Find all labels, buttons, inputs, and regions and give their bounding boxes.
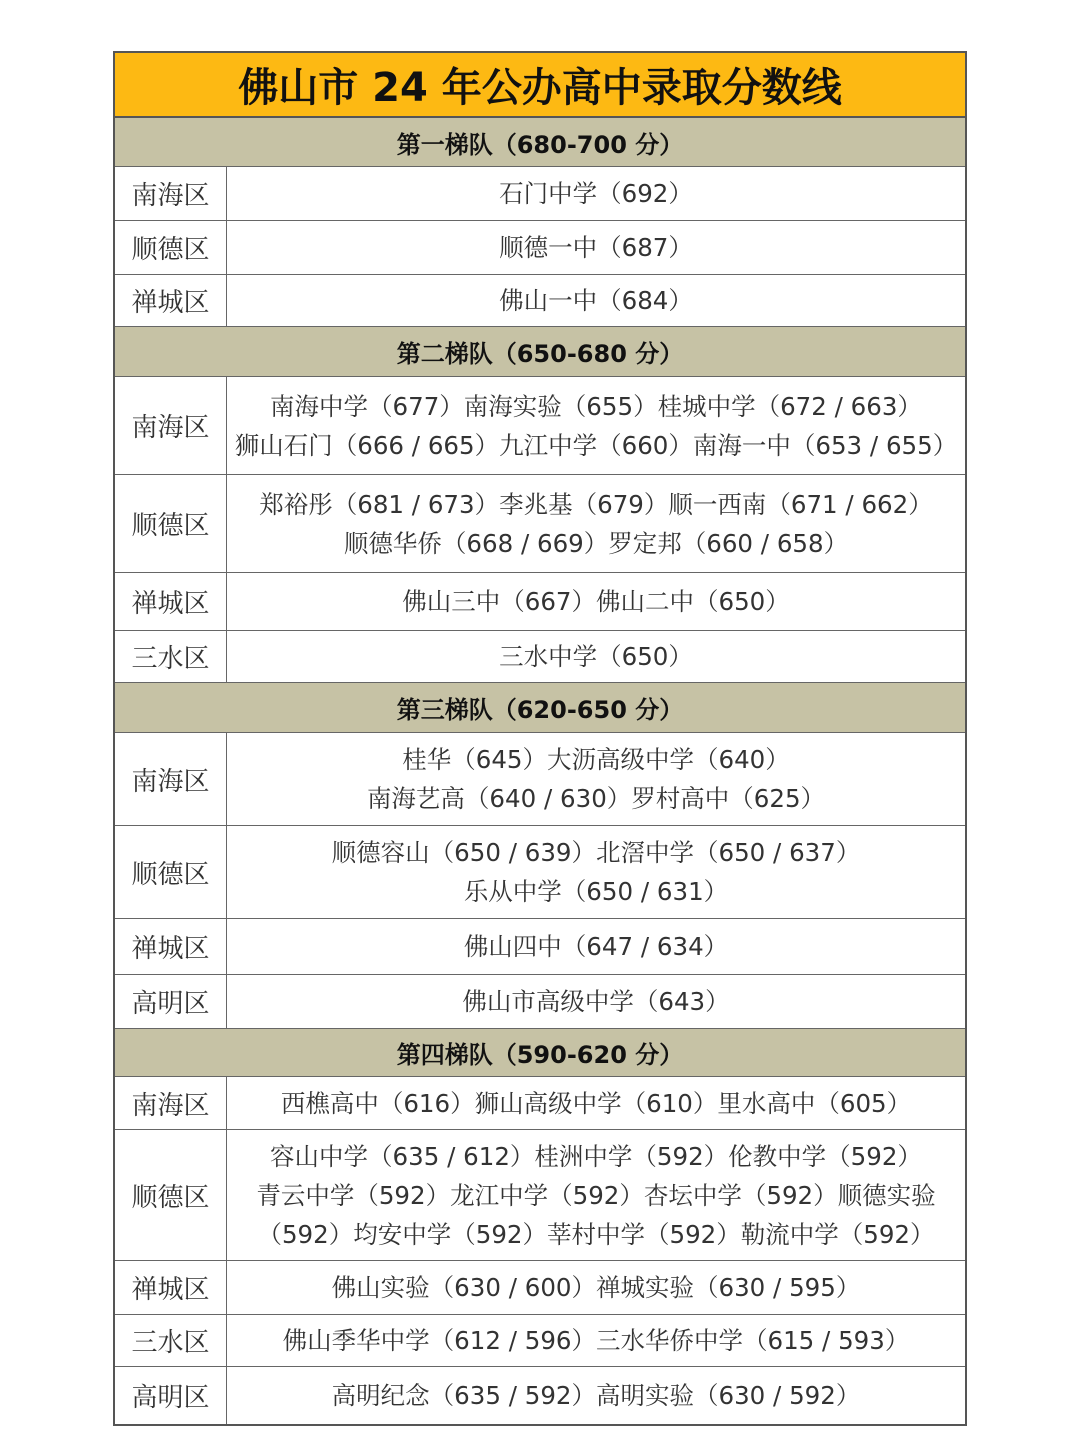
table-row: [115, 167, 965, 221]
district-cell: 顺德区: [115, 826, 227, 918]
school-line: 南海艺高（640 / 630）罗村高中（625）: [366, 784, 826, 813]
tier-header: 第二梯队（650-680 分）: [115, 327, 965, 377]
school-line: 佛山四中（647 / 634）: [463, 932, 729, 961]
schools-cell: [227, 826, 965, 918]
district-cell: 禅城区: [115, 275, 227, 326]
school-line: （592）均安中学（592）莘村中学（592）勒流中学（592）: [257, 1219, 935, 1249]
school-line: 青云中学（592）龙江中学（592）杏坛中学（592）顺德实验: [256, 1180, 936, 1210]
table-row: [115, 1367, 965, 1424]
school-line: 郑裕彤（681 / 673）李兆基（679）顺一西南（671 / 662）: [259, 489, 933, 519]
tier-header: 第四梯队（590-620 分）: [115, 1029, 965, 1077]
school-line: 容山中学（635 / 612）桂洲中学（592）伦教中学（592）: [270, 1141, 922, 1171]
district-cell: 三水区: [115, 1315, 227, 1366]
district-cell: 禅城区: [115, 919, 227, 974]
table-row: [115, 975, 965, 1029]
school-line: 南海中学（677）南海实验（655）桂城中学（672 / 663）: [270, 391, 922, 421]
district-cell: 顺德区: [115, 475, 227, 572]
page-title: 佛山市 24 年公办高中录取分数线: [115, 53, 965, 118]
school-line: 桂华（645）大沥高级中学（640）: [402, 745, 790, 774]
tier-header: 第三梯队（620-650 分）: [115, 683, 965, 733]
table-row: [115, 221, 965, 275]
school-line: 石门中学（692）: [499, 179, 693, 208]
schools-cell: [227, 1261, 965, 1314]
schools-cell: [227, 1367, 965, 1424]
table-row: [115, 1315, 965, 1367]
schools-cell: [227, 573, 965, 630]
school-line: 佛山三中（667）佛山二中（650）: [402, 587, 790, 616]
district-cell: 高明区: [115, 1367, 227, 1424]
schools-cell: [227, 275, 965, 326]
school-line: 乐从中学（650 / 631）: [463, 877, 729, 906]
schools-cell: [227, 1130, 965, 1260]
school-line: 顺德华侨（668 / 669）罗定邦（660 / 658）: [343, 528, 849, 558]
school-line: 西樵高中（616）狮山高级中学（610）里水高中（605）: [280, 1088, 912, 1118]
district-cell: 顺德区: [115, 221, 227, 274]
table-row: [115, 1261, 965, 1315]
table-row: [115, 1077, 965, 1130]
school-line: 佛山一中（684）: [499, 286, 693, 315]
school-line: 狮山石门（666 / 665）九江中学（660）南海一中（653 / 655）: [234, 430, 958, 460]
schools-cell: [227, 377, 965, 474]
district-cell: 禅城区: [115, 1261, 227, 1314]
schools-cell: [227, 919, 965, 974]
school-line: 佛山实验（630 / 600）禅城实验（630 / 595）: [331, 1273, 861, 1302]
schools-cell: [227, 975, 965, 1028]
tier-header: 第一梯队（680-700 分）: [115, 118, 965, 167]
district-cell: 南海区: [115, 1077, 227, 1129]
table-row: [115, 919, 965, 975]
district-cell: 高明区: [115, 975, 227, 1028]
school-line: 佛山季华中学（612 / 596）三水华侨中学（615 / 593）: [282, 1326, 910, 1355]
district-cell: 禅城区: [115, 573, 227, 630]
school-line: 顺德一中（687）: [499, 233, 693, 262]
schools-cell: [227, 167, 965, 220]
schools-cell: [227, 733, 965, 825]
table-row: [115, 275, 965, 327]
score-table: [113, 51, 967, 1426]
schools-cell: [227, 221, 965, 274]
district-cell: 三水区: [115, 631, 227, 682]
table-row: [115, 826, 965, 919]
table-row: [115, 1130, 965, 1261]
schools-cell: [227, 475, 965, 572]
table-row: [115, 631, 965, 683]
district-cell: 南海区: [115, 733, 227, 825]
district-cell: 顺德区: [115, 1130, 227, 1260]
district-cell: 南海区: [115, 167, 227, 220]
district-cell: 南海区: [115, 377, 227, 474]
school-line: 三水中学（650）: [499, 642, 693, 671]
table-row: [115, 573, 965, 631]
schools-cell: [227, 631, 965, 682]
table-row: [115, 475, 965, 573]
table-row: [115, 733, 965, 826]
table-row: [115, 377, 965, 475]
schools-cell: [227, 1077, 965, 1129]
tier-list: [115, 118, 965, 1424]
school-line: 佛山市高级中学（643）: [462, 987, 730, 1016]
school-line: 顺德容山（650 / 639）北滘中学（650 / 637）: [331, 838, 861, 867]
schools-cell: [227, 1315, 965, 1366]
school-line: 高明纪念（635 / 592）高明实验（630 / 592）: [331, 1381, 861, 1410]
